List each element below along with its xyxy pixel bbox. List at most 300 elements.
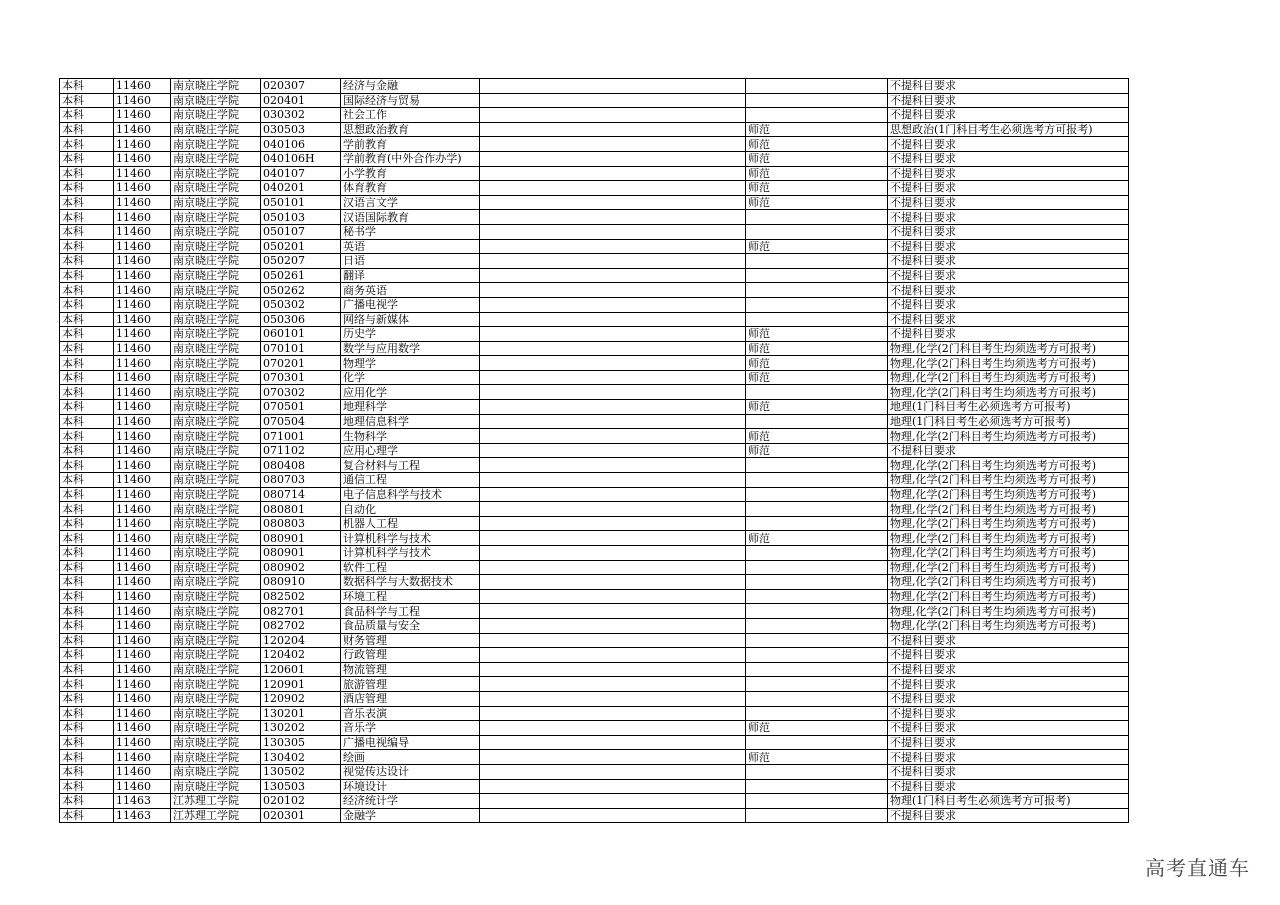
table-row	[60, 764, 1129, 779]
note-cell	[480, 691, 746, 706]
school-name-cell: 南京晓庄学院	[171, 764, 261, 779]
school-name-cell: 南京晓庄学院	[171, 385, 261, 400]
school-code-cell: 11460	[114, 122, 171, 137]
teacher-training-cell: 师范	[746, 122, 888, 137]
note-cell	[480, 560, 746, 575]
school-name-cell: 南京晓庄学院	[171, 268, 261, 283]
school-name-cell: 南京晓庄学院	[171, 400, 261, 415]
table-row	[60, 137, 1129, 152]
level-cell: 本科	[60, 779, 114, 794]
major-code-cell: 070201	[261, 356, 341, 371]
level-cell: 本科	[60, 473, 114, 488]
school-name-cell: 南京晓庄学院	[171, 137, 261, 152]
teacher-training-cell	[746, 691, 888, 706]
school-code-cell: 11460	[114, 429, 171, 444]
note-cell	[480, 794, 746, 809]
major-name-cell: 自动化	[341, 502, 480, 517]
major-name-cell: 物理学	[341, 356, 480, 371]
major-name-cell: 环境设计	[341, 779, 480, 794]
school-name-cell: 南京晓庄学院	[171, 721, 261, 736]
school-code-cell: 11460	[114, 224, 171, 239]
major-name-cell: 食品科学与工程	[341, 604, 480, 619]
subject-requirement-cell: 物理,化学(2门科目考生均须选考方可报考)	[888, 575, 1129, 590]
level-cell: 本科	[60, 633, 114, 648]
note-cell	[480, 706, 746, 721]
school-code-cell: 11460	[114, 618, 171, 633]
school-code-cell: 11460	[114, 750, 171, 765]
subject-requirement-cell: 不提科目要求	[888, 151, 1129, 166]
major-name-cell: 音乐学	[341, 721, 480, 736]
major-name-cell: 经济统计学	[341, 794, 480, 809]
teacher-training-cell	[746, 546, 888, 561]
school-code-cell: 11463	[114, 794, 171, 809]
school-code-cell: 11460	[114, 662, 171, 677]
major-code-cell: 082702	[261, 618, 341, 633]
school-code-cell: 11460	[114, 137, 171, 152]
school-name-cell: 南京晓庄学院	[171, 181, 261, 196]
teacher-training-cell	[746, 575, 888, 590]
school-name-cell: 南京晓庄学院	[171, 283, 261, 298]
level-cell: 本科	[60, 414, 114, 429]
subject-requirement-cell: 物理,化学(2门科目考生均须选考方可报考)	[888, 589, 1129, 604]
note-cell	[480, 356, 746, 371]
school-name-cell: 南京晓庄学院	[171, 473, 261, 488]
school-code-cell: 11460	[114, 93, 171, 108]
major-code-cell: 020307	[261, 79, 341, 94]
level-cell: 本科	[60, 589, 114, 604]
subject-requirement-cell: 地理(1门科目考生必须选考方可报考)	[888, 414, 1129, 429]
school-code-cell: 11460	[114, 239, 171, 254]
subject-requirement-cell: 不提科目要求	[888, 239, 1129, 254]
level-cell: 本科	[60, 356, 114, 371]
major-name-cell: 食品质量与安全	[341, 618, 480, 633]
major-name-cell: 金融学	[341, 808, 480, 823]
note-cell	[480, 604, 746, 619]
major-name-cell: 日语	[341, 254, 480, 269]
major-code-cell: 130502	[261, 764, 341, 779]
table-row	[60, 224, 1129, 239]
table-row	[60, 283, 1129, 298]
subject-requirement-cell: 不提科目要求	[888, 764, 1129, 779]
table-row	[60, 93, 1129, 108]
school-code-cell: 11460	[114, 735, 171, 750]
note-cell	[480, 239, 746, 254]
subject-requirement-cell: 不提科目要求	[888, 181, 1129, 196]
level-cell: 本科	[60, 312, 114, 327]
table-row	[60, 546, 1129, 561]
note-cell	[480, 662, 746, 677]
major-code-cell: 120402	[261, 648, 341, 663]
table-row	[60, 604, 1129, 619]
subject-requirement-cell: 不提科目要求	[888, 443, 1129, 458]
level-cell: 本科	[60, 808, 114, 823]
teacher-training-cell: 师范	[746, 151, 888, 166]
major-name-cell: 地理科学	[341, 400, 480, 415]
teacher-training-cell	[746, 79, 888, 94]
level-cell: 本科	[60, 735, 114, 750]
school-code-cell: 11463	[114, 808, 171, 823]
note-cell	[480, 79, 746, 94]
table-row	[60, 254, 1129, 269]
table-row	[60, 268, 1129, 283]
table-row	[60, 79, 1129, 94]
subject-requirement-cell: 不提科目要求	[888, 210, 1129, 225]
major-name-cell: 秘书学	[341, 224, 480, 239]
major-code-cell: 050107	[261, 224, 341, 239]
table-row	[60, 721, 1129, 736]
table-row	[60, 108, 1129, 123]
level-cell: 本科	[60, 575, 114, 590]
level-cell: 本科	[60, 370, 114, 385]
table-row	[60, 151, 1129, 166]
level-cell: 本科	[60, 210, 114, 225]
school-name-cell: 南京晓庄学院	[171, 254, 261, 269]
school-name-cell: 南京晓庄学院	[171, 239, 261, 254]
major-code-cell: 080703	[261, 473, 341, 488]
teacher-training-cell: 师范	[746, 400, 888, 415]
school-code-cell: 11460	[114, 473, 171, 488]
teacher-training-cell: 师范	[746, 370, 888, 385]
note-cell	[480, 385, 746, 400]
school-name-cell: 南京晓庄学院	[171, 516, 261, 531]
note-cell	[480, 633, 746, 648]
major-name-cell: 机器人工程	[341, 516, 480, 531]
school-name-cell: 南京晓庄学院	[171, 648, 261, 663]
teacher-training-cell	[746, 414, 888, 429]
school-code-cell: 11460	[114, 356, 171, 371]
teacher-training-cell: 师范	[746, 137, 888, 152]
note-cell	[480, 341, 746, 356]
subject-requirement-cell: 不提科目要求	[888, 254, 1129, 269]
major-code-cell: 080803	[261, 516, 341, 531]
level-cell: 本科	[60, 341, 114, 356]
subject-requirement-cell: 不提科目要求	[888, 283, 1129, 298]
major-name-cell: 思想政治教育	[341, 122, 480, 137]
school-name-cell: 南京晓庄学院	[171, 589, 261, 604]
note-cell	[480, 502, 746, 517]
school-name-cell: 南京晓庄学院	[171, 779, 261, 794]
major-code-cell: 130503	[261, 779, 341, 794]
school-code-cell: 11460	[114, 181, 171, 196]
school-name-cell: 南京晓庄学院	[171, 691, 261, 706]
note-cell	[480, 195, 746, 210]
major-code-cell: 120902	[261, 691, 341, 706]
major-code-cell: 050101	[261, 195, 341, 210]
major-name-cell: 翻译	[341, 268, 480, 283]
level-cell: 本科	[60, 458, 114, 473]
major-code-cell: 020401	[261, 93, 341, 108]
teacher-training-cell: 师范	[746, 721, 888, 736]
major-name-cell: 体育教育	[341, 181, 480, 196]
table-row	[60, 516, 1129, 531]
table-row	[60, 677, 1129, 692]
major-code-cell: 080901	[261, 546, 341, 561]
major-name-cell: 广播电视学	[341, 297, 480, 312]
note-cell	[480, 677, 746, 692]
note-cell	[480, 443, 746, 458]
table-row	[60, 443, 1129, 458]
major-code-cell: 080901	[261, 531, 341, 546]
note-cell	[480, 268, 746, 283]
note-cell	[480, 254, 746, 269]
major-code-cell: 130201	[261, 706, 341, 721]
note-cell	[480, 414, 746, 429]
school-name-cell: 南京晓庄学院	[171, 429, 261, 444]
table-row	[60, 618, 1129, 633]
school-code-cell: 11460	[114, 691, 171, 706]
school-name-cell: 南京晓庄学院	[171, 341, 261, 356]
table-row	[60, 662, 1129, 677]
table-row	[60, 648, 1129, 663]
level-cell: 本科	[60, 677, 114, 692]
school-name-cell: 南京晓庄学院	[171, 706, 261, 721]
school-code-cell: 11460	[114, 531, 171, 546]
note-cell	[480, 297, 746, 312]
school-name-cell: 南京晓庄学院	[171, 633, 261, 648]
level-cell: 本科	[60, 297, 114, 312]
teacher-training-cell	[746, 633, 888, 648]
note-cell	[480, 750, 746, 765]
major-name-cell: 通信工程	[341, 473, 480, 488]
subject-requirement-cell: 地理(1门科目考生必须选考方可报考)	[888, 400, 1129, 415]
level-cell: 本科	[60, 443, 114, 458]
major-code-cell: 050262	[261, 283, 341, 298]
level-cell: 本科	[60, 400, 114, 415]
major-code-cell: 080902	[261, 560, 341, 575]
school-name-cell: 南京晓庄学院	[171, 618, 261, 633]
major-code-cell: 040107	[261, 166, 341, 181]
teacher-training-cell	[746, 108, 888, 123]
school-name-cell: 南京晓庄学院	[171, 531, 261, 546]
table-row	[60, 239, 1129, 254]
level-cell: 本科	[60, 502, 114, 517]
major-name-cell: 汉语国际教育	[341, 210, 480, 225]
level-cell: 本科	[60, 618, 114, 633]
major-code-cell: 130305	[261, 735, 341, 750]
watermark-text: 高考直通车	[1145, 856, 1250, 880]
teacher-training-cell	[746, 677, 888, 692]
school-name-cell: 南京晓庄学院	[171, 297, 261, 312]
teacher-training-cell	[746, 794, 888, 809]
major-name-cell: 国际经济与贸易	[341, 93, 480, 108]
subject-requirement-cell: 物理,化学(2门科目考生均须选考方可报考)	[888, 458, 1129, 473]
level-cell: 本科	[60, 195, 114, 210]
school-name-cell: 南京晓庄学院	[171, 166, 261, 181]
school-code-cell: 11460	[114, 458, 171, 473]
school-code-cell: 11460	[114, 604, 171, 619]
major-code-cell: 050103	[261, 210, 341, 225]
note-cell	[480, 370, 746, 385]
major-code-cell: 080408	[261, 458, 341, 473]
school-code-cell: 11460	[114, 370, 171, 385]
level-cell: 本科	[60, 531, 114, 546]
subject-requirement-cell: 物理,化学(2门科目考生均须选考方可报考)	[888, 502, 1129, 517]
major-code-cell: 120901	[261, 677, 341, 692]
teacher-training-cell	[746, 604, 888, 619]
subject-requirement-cell: 物理,化学(2门科目考生均须选考方可报考)	[888, 370, 1129, 385]
major-code-cell: 050306	[261, 312, 341, 327]
level-cell: 本科	[60, 706, 114, 721]
major-code-cell: 071001	[261, 429, 341, 444]
table-row	[60, 735, 1129, 750]
level-cell: 本科	[60, 224, 114, 239]
school-code-cell: 11460	[114, 210, 171, 225]
major-code-cell: 120204	[261, 633, 341, 648]
subject-requirement-cell: 不提科目要求	[888, 166, 1129, 181]
subject-requirement-cell: 物理,化学(2门科目考生均须选考方可报考)	[888, 516, 1129, 531]
subject-requirement-cell: 不提科目要求	[888, 779, 1129, 794]
note-cell	[480, 122, 746, 137]
major-name-cell: 地理信息科学	[341, 414, 480, 429]
subject-requirement-cell: 物理,化学(2门科目考生均须选考方可报考)	[888, 604, 1129, 619]
level-cell: 本科	[60, 750, 114, 765]
school-code-cell: 11460	[114, 166, 171, 181]
note-cell	[480, 473, 746, 488]
major-name-cell: 行政管理	[341, 648, 480, 663]
subject-requirement-cell: 物理,化学(2门科目考生均须选考方可报考)	[888, 487, 1129, 502]
subject-requirement-cell: 物理,化学(2门科目考生均须选考方可报考)	[888, 385, 1129, 400]
school-code-cell: 11460	[114, 79, 171, 94]
subject-requirement-cell: 不提科目要求	[888, 312, 1129, 327]
note-cell	[480, 108, 746, 123]
school-code-cell: 11460	[114, 443, 171, 458]
subject-requirement-cell: 物理,化学(2门科目考生均须选考方可报考)	[888, 560, 1129, 575]
table-row	[60, 312, 1129, 327]
teacher-training-cell	[746, 516, 888, 531]
level-cell: 本科	[60, 662, 114, 677]
school-code-cell: 11460	[114, 779, 171, 794]
teacher-training-cell	[746, 93, 888, 108]
major-code-cell: 080910	[261, 575, 341, 590]
major-code-cell: 050201	[261, 239, 341, 254]
table-row	[60, 589, 1129, 604]
teacher-training-cell	[746, 297, 888, 312]
school-code-cell: 11460	[114, 268, 171, 283]
major-name-cell: 旅游管理	[341, 677, 480, 692]
note-cell	[480, 808, 746, 823]
school-name-cell: 南京晓庄学院	[171, 370, 261, 385]
table-row	[60, 487, 1129, 502]
school-code-cell: 11460	[114, 589, 171, 604]
major-code-cell: 030503	[261, 122, 341, 137]
school-code-cell: 11460	[114, 312, 171, 327]
school-code-cell: 11460	[114, 108, 171, 123]
school-name-cell: 南京晓庄学院	[171, 151, 261, 166]
school-name-cell: 南京晓庄学院	[171, 312, 261, 327]
subject-requirement-cell: 不提科目要求	[888, 195, 1129, 210]
major-name-cell: 英语	[341, 239, 480, 254]
teacher-training-cell	[746, 254, 888, 269]
school-code-cell: 11460	[114, 385, 171, 400]
note-cell	[480, 531, 746, 546]
table-row	[60, 341, 1129, 356]
school-name-cell: 南京晓庄学院	[171, 108, 261, 123]
level-cell: 本科	[60, 93, 114, 108]
major-name-cell: 数据科学与大数据技术	[341, 575, 480, 590]
teacher-training-cell	[746, 618, 888, 633]
teacher-training-cell: 师范	[746, 195, 888, 210]
major-code-cell: 070101	[261, 341, 341, 356]
level-cell: 本科	[60, 137, 114, 152]
table-row	[60, 122, 1129, 137]
subject-requirement-cell: 物理,化学(2门科目考生均须选考方可报考)	[888, 531, 1129, 546]
major-name-cell: 财务管理	[341, 633, 480, 648]
level-cell: 本科	[60, 79, 114, 94]
teacher-training-cell: 师范	[746, 443, 888, 458]
subject-requirement-cell: 不提科目要求	[888, 79, 1129, 94]
level-cell: 本科	[60, 429, 114, 444]
major-name-cell: 经济与金融	[341, 79, 480, 94]
teacher-training-cell	[746, 648, 888, 663]
note-cell	[480, 575, 746, 590]
level-cell: 本科	[60, 516, 114, 531]
teacher-training-cell	[746, 706, 888, 721]
note-cell	[480, 137, 746, 152]
note-cell	[480, 327, 746, 342]
major-code-cell: 082502	[261, 589, 341, 604]
major-code-cell: 130202	[261, 721, 341, 736]
major-code-cell: 030302	[261, 108, 341, 123]
school-code-cell: 11460	[114, 341, 171, 356]
teacher-training-cell	[746, 560, 888, 575]
school-code-cell: 11460	[114, 546, 171, 561]
teacher-training-cell: 师范	[746, 181, 888, 196]
note-cell	[480, 721, 746, 736]
school-name-cell: 南京晓庄学院	[171, 79, 261, 94]
major-code-cell: 020102	[261, 794, 341, 809]
note-cell	[480, 648, 746, 663]
level-cell: 本科	[60, 560, 114, 575]
major-name-cell: 绘画	[341, 750, 480, 765]
teacher-training-cell	[746, 385, 888, 400]
school-code-cell: 11460	[114, 254, 171, 269]
table-row	[60, 414, 1129, 429]
note-cell	[480, 283, 746, 298]
table-row	[60, 400, 1129, 415]
school-name-cell: 南京晓庄学院	[171, 122, 261, 137]
school-code-cell: 11460	[114, 400, 171, 415]
level-cell: 本科	[60, 385, 114, 400]
teacher-training-cell	[746, 808, 888, 823]
note-cell	[480, 312, 746, 327]
major-name-cell: 音乐表演	[341, 706, 480, 721]
level-cell: 本科	[60, 151, 114, 166]
teacher-training-cell	[746, 312, 888, 327]
major-table	[59, 78, 1129, 823]
major-code-cell: 050302	[261, 297, 341, 312]
teacher-training-cell: 师范	[746, 531, 888, 546]
teacher-training-cell	[746, 589, 888, 604]
major-name-cell: 小学教育	[341, 166, 480, 181]
major-code-cell: 130402	[261, 750, 341, 765]
school-name-cell: 南京晓庄学院	[171, 750, 261, 765]
teacher-training-cell	[746, 487, 888, 502]
school-code-cell: 11460	[114, 648, 171, 663]
teacher-training-cell	[746, 779, 888, 794]
school-name-cell: 南京晓庄学院	[171, 560, 261, 575]
table-row	[60, 575, 1129, 590]
major-name-cell: 复合材料与工程	[341, 458, 480, 473]
table-row	[60, 458, 1129, 473]
table-row	[60, 531, 1129, 546]
table-row	[60, 195, 1129, 210]
major-name-cell: 广播电视编导	[341, 735, 480, 750]
teacher-training-cell	[746, 473, 888, 488]
major-name-cell: 物流管理	[341, 662, 480, 677]
school-code-cell: 11460	[114, 502, 171, 517]
level-cell: 本科	[60, 122, 114, 137]
school-code-cell: 11460	[114, 283, 171, 298]
